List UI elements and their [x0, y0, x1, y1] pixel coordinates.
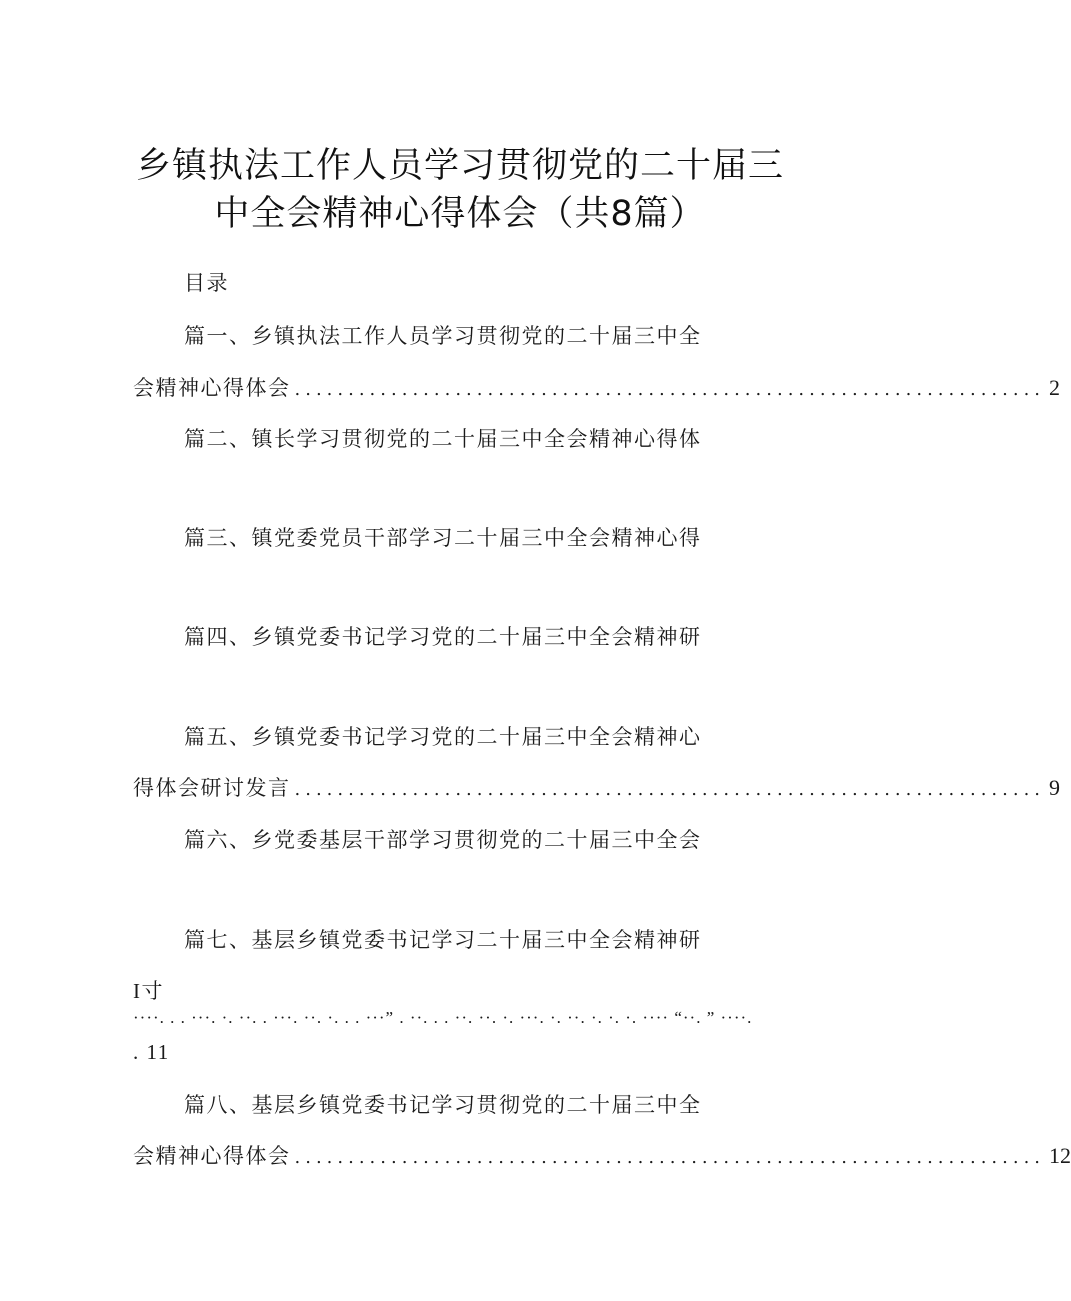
toc-entry-1-page: 2	[1049, 375, 1061, 400]
toc-entry-2-title[interactable]: 篇二、镇长学习贯彻党的二十届三中全会精神心得体	[184, 427, 702, 451]
toc-entry-8-title-cont: 会精神心得体会	[133, 1144, 291, 1168]
toc-entry-3-title[interactable]: 篇三、镇党委党员干部学习二十届三中全会精神心得	[184, 526, 702, 550]
toc-entry-1-title[interactable]: 篇一、乡镇执法工作人员学习贯彻党的二十届三中全	[184, 324, 702, 348]
toc-entry-8-title[interactable]: 篇八、基层乡镇党委书记学习贯彻党的二十届三中全	[184, 1093, 702, 1117]
toc-entry-6-title[interactable]: 篇六、乡党委基层干部学习贯彻党的二十届三中全会	[184, 828, 702, 852]
dot-leader: ......................................................................	[294, 1147, 1046, 1168]
toc-entry-7-title[interactable]: 篇七、基层乡镇党委书记学习二十届三中全会精神研	[184, 928, 702, 952]
toc-entry-7-garbled-leader: ····. . . ···. ·. ··. . ···. ··. ·. . . ···” . ··. . . ··. ··. ·. ···. ·. ··. ·. ·. ·. ···· “··. ” ····.	[133, 1008, 753, 1027]
toc-entry-7-title-cont: I寸	[133, 979, 164, 1003]
toc-entry-1-title-cont: 会精神心得体会	[133, 376, 291, 400]
dot-leader: ......................................................................	[294, 379, 1046, 400]
toc-entry-1-leader[interactable]	[133, 372, 1061, 402]
toc-entry-5-title-cont: 得体会研讨发言	[133, 776, 291, 800]
title-line-1: 乡镇执法工作人员学习贯彻党的二十届三	[135, 146, 784, 186]
dot-leader: ......................................................................	[294, 779, 1046, 800]
toc-entry-5-page: 9	[1049, 775, 1061, 800]
toc-entry-5-leader[interactable]	[133, 772, 1061, 802]
toc-entry-4-title[interactable]: 篇四、乡镇党委书记学习党的二十届三中全会精神研	[184, 625, 702, 649]
toc-entry-5-title[interactable]: 篇五、乡镇党委书记学习党的二十届三中全会精神心	[184, 725, 702, 749]
toc-heading: 目录	[184, 271, 229, 295]
title-line-2: 中全会精神心得体会（共8篇）	[214, 194, 706, 234]
toc-entry-8-page: 12	[1049, 1143, 1071, 1168]
toc-entry-7-page: . 11	[133, 1040, 170, 1064]
toc-entry-8-leader[interactable]	[133, 1140, 1071, 1170]
